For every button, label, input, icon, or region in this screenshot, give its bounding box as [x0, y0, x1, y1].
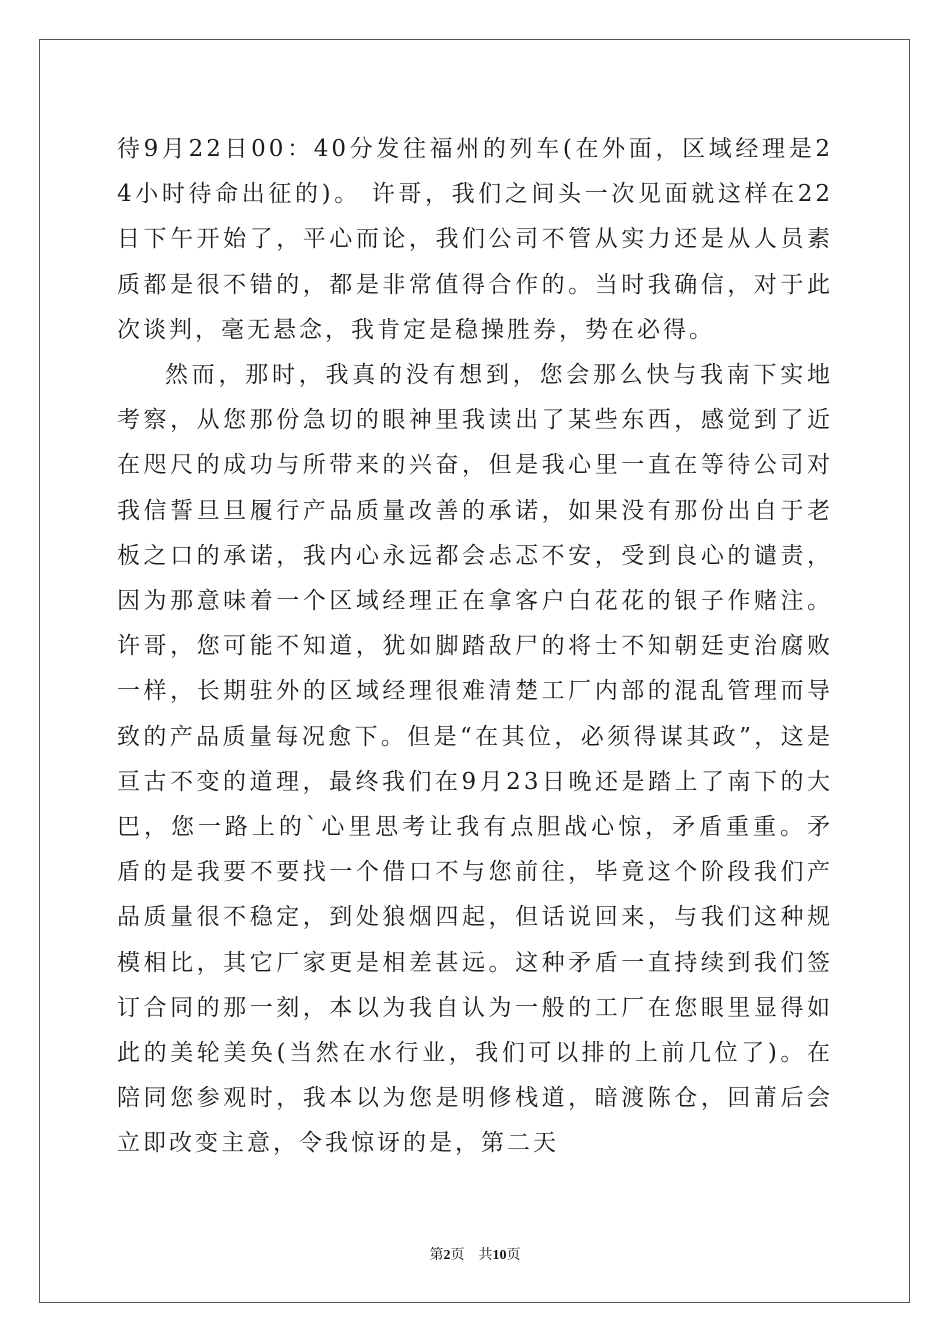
page-prefix: 第 [429, 1248, 444, 1263]
page-suffix: 页 [450, 1248, 465, 1263]
paragraph-2: 然而，那时，我真的没有想到，您会那么快与我南下实地考察，从您那份急切的眼神里我读出了某些东西，感觉到了近在咫尺的成功与所带来的兴奋，但是我心里一直在等待公司对我信誓旦旦履行产品质量改善的承诺，如果没有那份出自于老板之口的承诺，我内心永远都会忐忑不安，受到良心的谴责，因为那意味着一个区域经理正在拿客户白花花的银子作赌注。许哥，您可能不知道，犹如脚踏敌尸的将士不知朝廷吏治腐败一样，长期驻外的区域经理很难清楚工厂内部的混乱管理而导致的产品质量每况愈下。但是“在其位，必须得谋其政”，这是亘古不变的道理，最终我们在9月23日晚还是踏上了南下的大巴，您一路上的`心里思考让我有点胆战心惊，矛盾重重。矛盾的是我要不要找一个借口不与您前往，毕竟这个阶段我们产品质量很不稳定，到处狼烟四起，但话说回来，与我们这种规模相比，其它厂家更是相差甚远。这种矛盾一直持续到我们签订合同的那一刻，本以为我自认为一般的工厂在您眼里显得如此的美轮美奂(当然在水行业，我们可以排的上前几位了)。在陪同您参观时，我本以为您是明修栈道，暗渡陈仓，回莆后会立即改变主意，令我惊讶的是，第二天 [117, 362, 833, 1157]
page-number: 2 [443, 1248, 451, 1263]
total-suffix: 页 [506, 1248, 521, 1263]
total-pages: 10 [492, 1248, 507, 1263]
document-body [117, 127, 833, 1167]
page-footer [0, 1246, 950, 1266]
paragraph-1: 待9月22日00：40分发往福州的列车(在外面，区域经理是24小时待命出征的)。 许哥，我们之间头一次见面就这样在22日下午开始了，平心而论，我们公司不管从实力还是从人员素质都是很不错的，都是非常值得合作的。当时我确信，对于此次谈判，毫无悬念，我肯定是稳操胜券，势在必得。 [117, 136, 833, 343]
total-prefix: 共 [478, 1248, 493, 1263]
